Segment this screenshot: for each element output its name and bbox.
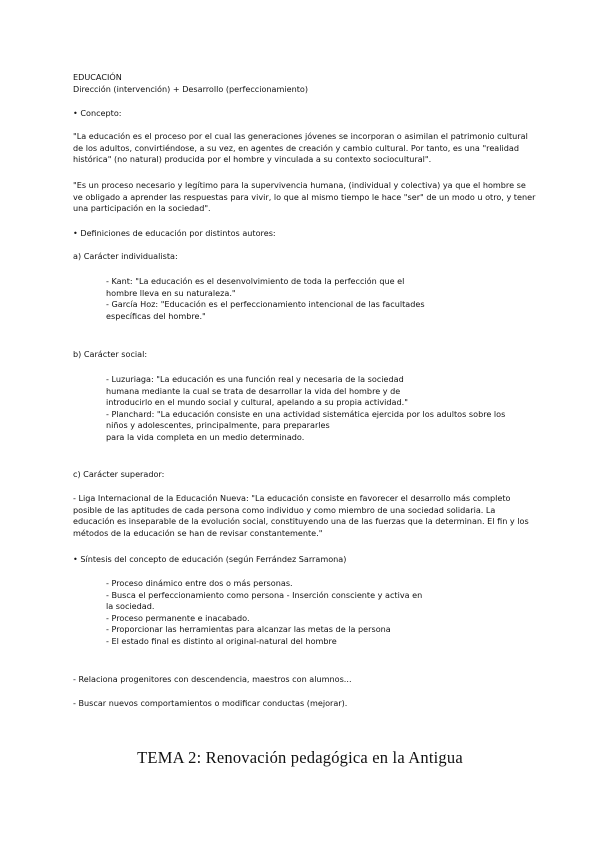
concepto-label: • Concepto:	[73, 108, 122, 118]
section-label: a) Carácter individualista:	[73, 251, 178, 261]
text-line: educación es inseparable de la evolución social, constituyendo una de las fuerzas que la determinan. El fin y los	[73, 516, 529, 527]
list-line: hombre lleva en su naturaleza."	[106, 287, 236, 298]
note-2	[73, 698, 533, 710]
caracter-social-list	[106, 374, 536, 444]
list-line: para la vida completa en un medio determinado.	[106, 431, 305, 442]
text-line: - Liga Internacional de la Educación Nueva: "La educación consiste en favorecer el desarrollo más completo	[73, 493, 511, 503]
list-line: introducirlo en el mundo social y cultural, apelando a su propia actividad."	[106, 397, 408, 408]
caracter-superador-label	[73, 469, 533, 481]
list-line: - García Hoz: "Educación es el perfeccionamiento intencional de las facultades	[106, 299, 425, 310]
list-line: - Proporcionar las herramientas para alcanzar las metas de la persona	[106, 624, 391, 635]
list-line: - El estado final es distinto al original-natural del hombre	[106, 635, 337, 646]
text-line: histórica" (no natural) producida por el hombre y vinculada a su contexto sociocultural".	[73, 154, 432, 165]
next-topic-title: TEMA 2: Renovación pedagógica en la Antigua	[137, 748, 463, 767]
list-line: la sociedad.	[106, 601, 155, 612]
list-line: humana mediante la cual se trata de desarrollar la vida del hombre y de	[106, 385, 401, 396]
caracter-individualista-label	[73, 251, 533, 263]
list-line: específicas del hombre."	[106, 310, 206, 321]
doc-subtitle: Dirección (intervención) + Desarrollo (perfeccionamiento)	[73, 83, 309, 94]
text-line: ve obligado a aprender las respuestas para vivir, lo que al mismo tiempo le hace "ser" de un modo u otro, y tener	[73, 191, 536, 202]
concepto-quote-1	[73, 131, 533, 166]
note-line: - Relaciona progenitores con descendencia, maestros con alumnos...	[73, 674, 352, 684]
doc-title: EDUCACIÓN	[73, 72, 122, 82]
list-line: - Busca el perfeccionamiento como persona - Inserción consciente y activa en	[106, 589, 423, 600]
list-line: - Kant: "La educación es el desenvolvimiento de toda la perfección que el	[106, 276, 405, 286]
concepto-quote-2	[73, 180, 536, 215]
list-line: - Proceso dinámico entre dos o más personas.	[106, 578, 293, 588]
list-line: niños y adolescentes, principalmente, para prepararles	[106, 420, 330, 431]
text-line: una participación en la sociedad".	[73, 203, 211, 214]
heading-block	[73, 72, 533, 95]
text-line: métodos de la educación se han de revisar constantemente."	[73, 527, 323, 538]
definiciones-label: • Definiciones de educación por distintos autores:	[73, 228, 276, 238]
concepto-heading	[73, 108, 533, 120]
caracter-superador-text	[73, 493, 533, 539]
list-line: - Planchard: "La educación consiste en una actividad sistemática ejercida por los adultos sobre los	[106, 408, 506, 419]
note-1	[73, 674, 533, 686]
sintesis-heading	[73, 554, 533, 566]
list-line: - Proceso permanente e inacabado.	[106, 612, 250, 623]
caracter-social-label	[73, 349, 533, 361]
caracter-individualista-list	[106, 276, 536, 322]
sintesis-list	[106, 578, 536, 648]
text-line: posible de las aptitudes de cada persona como individuo y como miembro de una sociedad solidaria. La	[73, 504, 496, 515]
list-line: - Luzuriaga: "La educación es una función real y necesaria de la sociedad	[106, 374, 404, 384]
text-line: de los adultos, convirtiéndose, a su vez, en agentes de creación y cambio cultural. Por tanto, es una "realidad	[73, 142, 519, 153]
section-label: b) Carácter social:	[73, 349, 148, 359]
text-line: "Es un proceso necesario y legítimo para la supervivencia humana, (individual y colectiva) ya que el hombre se	[73, 180, 526, 190]
definiciones-heading	[73, 228, 533, 240]
note-line: - Buscar nuevos comportamientos o modificar conductas (mejorar).	[73, 698, 348, 708]
section-label: c) Carácter superador:	[73, 469, 165, 479]
sintesis-label: • Síntesis del concepto de educación (según Ferrández Sarramona)	[73, 554, 347, 564]
text-line: "La educación es el proceso por el cual las generaciones jóvenes se incorporan o asimilan el patrimonio cultural	[73, 131, 528, 141]
